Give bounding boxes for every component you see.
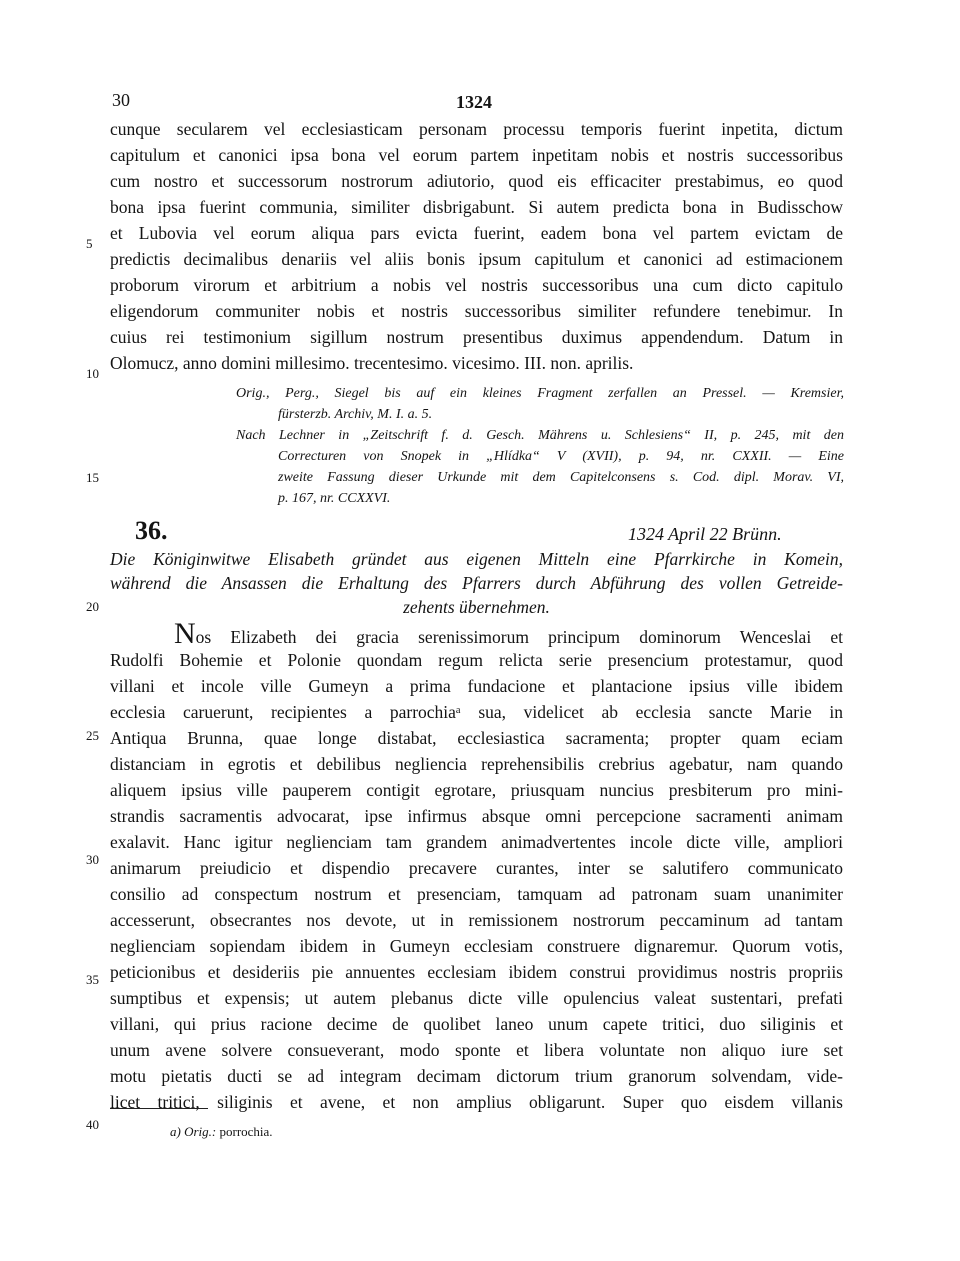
note-line: Correcturen von Snopek in „Hlídka“ V (XVII), p. 94, nr. CXXII. — Eine: [278, 449, 844, 464]
text-line: bona ipsa fuerint communia, similiter disbrigabunt. Si autem predicta bona in Budisschow: [110, 197, 843, 217]
text-line: villani et incole ville Gumeyn a prima fundacione et plantacione ipsius ville ibidem: [110, 676, 843, 696]
footnote-rule: [110, 1108, 208, 1109]
regest-line: während die Ansassen die Erhaltung des Pfarrers durch Abführung des vollen Getreide-: [110, 573, 843, 593]
first-line-text: os Elizabeth dei gracia serenissimorum principum dominorum Wenceslai et: [195, 627, 843, 647]
footnote-marker: a): [170, 1124, 181, 1139]
text-line: cuius rei testimonium sigillum nostrum presentibus duximus appendendum. Datum in: [110, 327, 843, 347]
text-line: et Lubovia vel eorum aliqua pars evicta fuerint, eadem bona vel partem evictam de: [110, 223, 843, 243]
text-line: ecclesia caruerunt, recipientes a parrochiaᵃ sua, videlicet ab ecclesia sancte Marie in: [110, 702, 843, 722]
note-line: p. 167, nr. CCXXVI.: [278, 491, 391, 506]
text-line: peticionibus et desideriis pie annuentes ecclesiam ibidem construi providimus nostris propriis: [110, 962, 843, 982]
top-text-block: [110, 116, 843, 376]
note-line: Nach Lechner in „Zeitschrift f. d. Gesch. Mährens u. Schlesiens“ II, p. 245, mit den: [236, 428, 844, 443]
text-line: neglienciam sopiendam ibidem in Gumeyn ecclesiam construere dignaremur. Quorum votis,: [110, 936, 843, 956]
regest-line: Die Königinwitwe Elisabeth gründet aus eigenen Mitteln eine Pfarrkirche in Komein,: [110, 549, 843, 569]
text-line: cum nostro et successorum nostrorum adiutorio, quod eis efficaciter prestabimus, eo quod: [110, 171, 843, 191]
charter-text: [110, 617, 843, 1115]
text-line: animarum preiudicio et dispendio precavere curantes, inter se salutifero communicato: [110, 858, 843, 878]
text-line: sumptibus et expensis; ut autem plebanus dicte ville opulencius valeat sustentari, prefati: [110, 988, 843, 1008]
line-number: 5: [86, 236, 93, 251]
running-year: 1324: [456, 92, 492, 112]
text-line: motu pietatis ducti se ad integram decimam dictorum trium granorum solvendam, vide-: [110, 1066, 843, 1086]
text-line: distanciam in egrotis et debilibus negliencia reprehensibilis crebrius agebatur, nam quando: [110, 754, 843, 774]
text-line: unum avene solvere consueverant, modo sponte et libera voluntate non aliquo iure set: [110, 1040, 843, 1060]
line-number: 10: [86, 366, 99, 381]
note-line: zweite Fassung dieser Urkunde mit dem Capitelconsens s. Cod. dipl. Morav. VI,: [278, 470, 844, 485]
line-number: 25: [86, 728, 99, 743]
line-number: 35: [86, 972, 99, 987]
note-line: fürsterzb. Archiv, M. I. a. 5.: [278, 407, 433, 422]
text-line: Rudolfi Bohemie et Polonie quondam regum relicta serie presencium protestamur, quod: [110, 650, 843, 670]
line-number: 15: [86, 470, 99, 485]
regest-line: zehents übernehmen.: [403, 597, 550, 617]
footnote-text: porrochia.: [219, 1124, 273, 1139]
text-line: aliquem ipsius ville pauperem contigit egrotare, priusquam nuncius presbiterum pro mini-: [110, 780, 843, 800]
text-line: exalavit. Hanc igitur neglienciam tam grandem animadvertentes incole dicte ville, ampliori: [110, 832, 843, 852]
text-line: capitulum et canonici ipsa bona vel eorum partem inpetitam nobis et nostris successoribus: [110, 145, 843, 165]
note-line: Orig., Perg., Siegel bis auf ein kleines Fragment zerfallen an Pressel. — Kremsier,: [236, 386, 844, 401]
regest: [110, 547, 843, 619]
document-number: 36.: [135, 516, 168, 545]
archive-note: [236, 383, 844, 425]
footnote: [170, 1124, 273, 1140]
document-date: 1324 April 22 Brünn.: [628, 524, 782, 544]
text-line: villani, qui prius racione decime de quolibet laneo unum capete tritici, duo siliginis et: [110, 1014, 843, 1034]
text-line: Olomucz, anno domini millesimo. trecentesimo. vicesimo. III. non. aprilis.: [110, 353, 634, 373]
text-line: strandis sacramentis advocarat, ipse infirmus absque omni percepcione sacramenti animam: [110, 806, 843, 826]
text-line: accesserunt, obsecrantes nos devote, ut in remissionem nostrorum peccaminum ad tantam: [110, 910, 843, 930]
edition-note: [236, 425, 844, 509]
drop-capital: N: [174, 617, 196, 650]
text-line: eligendorum communiter nobis et nostris successoribus similiter refundere tenebimur. In: [110, 301, 843, 321]
first-text-line: [110, 617, 843, 650]
text-line: Antiqua Brunna, quae longe distabat, ecclesiastica sacramenta; propter quam eciam: [110, 728, 843, 748]
text-line: consilio ad conspectum nostrum et presenciam, tamquam ad patronam suam unanimiter: [110, 884, 843, 904]
line-number: 20: [86, 599, 99, 614]
footnote-source: Orig.:: [184, 1124, 217, 1139]
text-line: proborum virorum et arbitrium a nobis vel nostris successoribus una cum dicto capitulo: [110, 275, 843, 295]
text-line: licet tritici, siliginis et avene, et non amplius obligarunt. Super quo eisdem villanis: [110, 1092, 843, 1112]
line-number: 40: [86, 1117, 99, 1132]
text-line: predictis decimalibus denariis vel aliis bonis ipsum capitulum et canonici ad estimacionem: [110, 249, 843, 269]
text-line: cunque secularem vel ecclesiasticam personam processu temporis fuerint inpetita, dictum: [110, 119, 843, 139]
line-number: 30: [86, 852, 99, 867]
page-number: 30: [112, 90, 130, 110]
